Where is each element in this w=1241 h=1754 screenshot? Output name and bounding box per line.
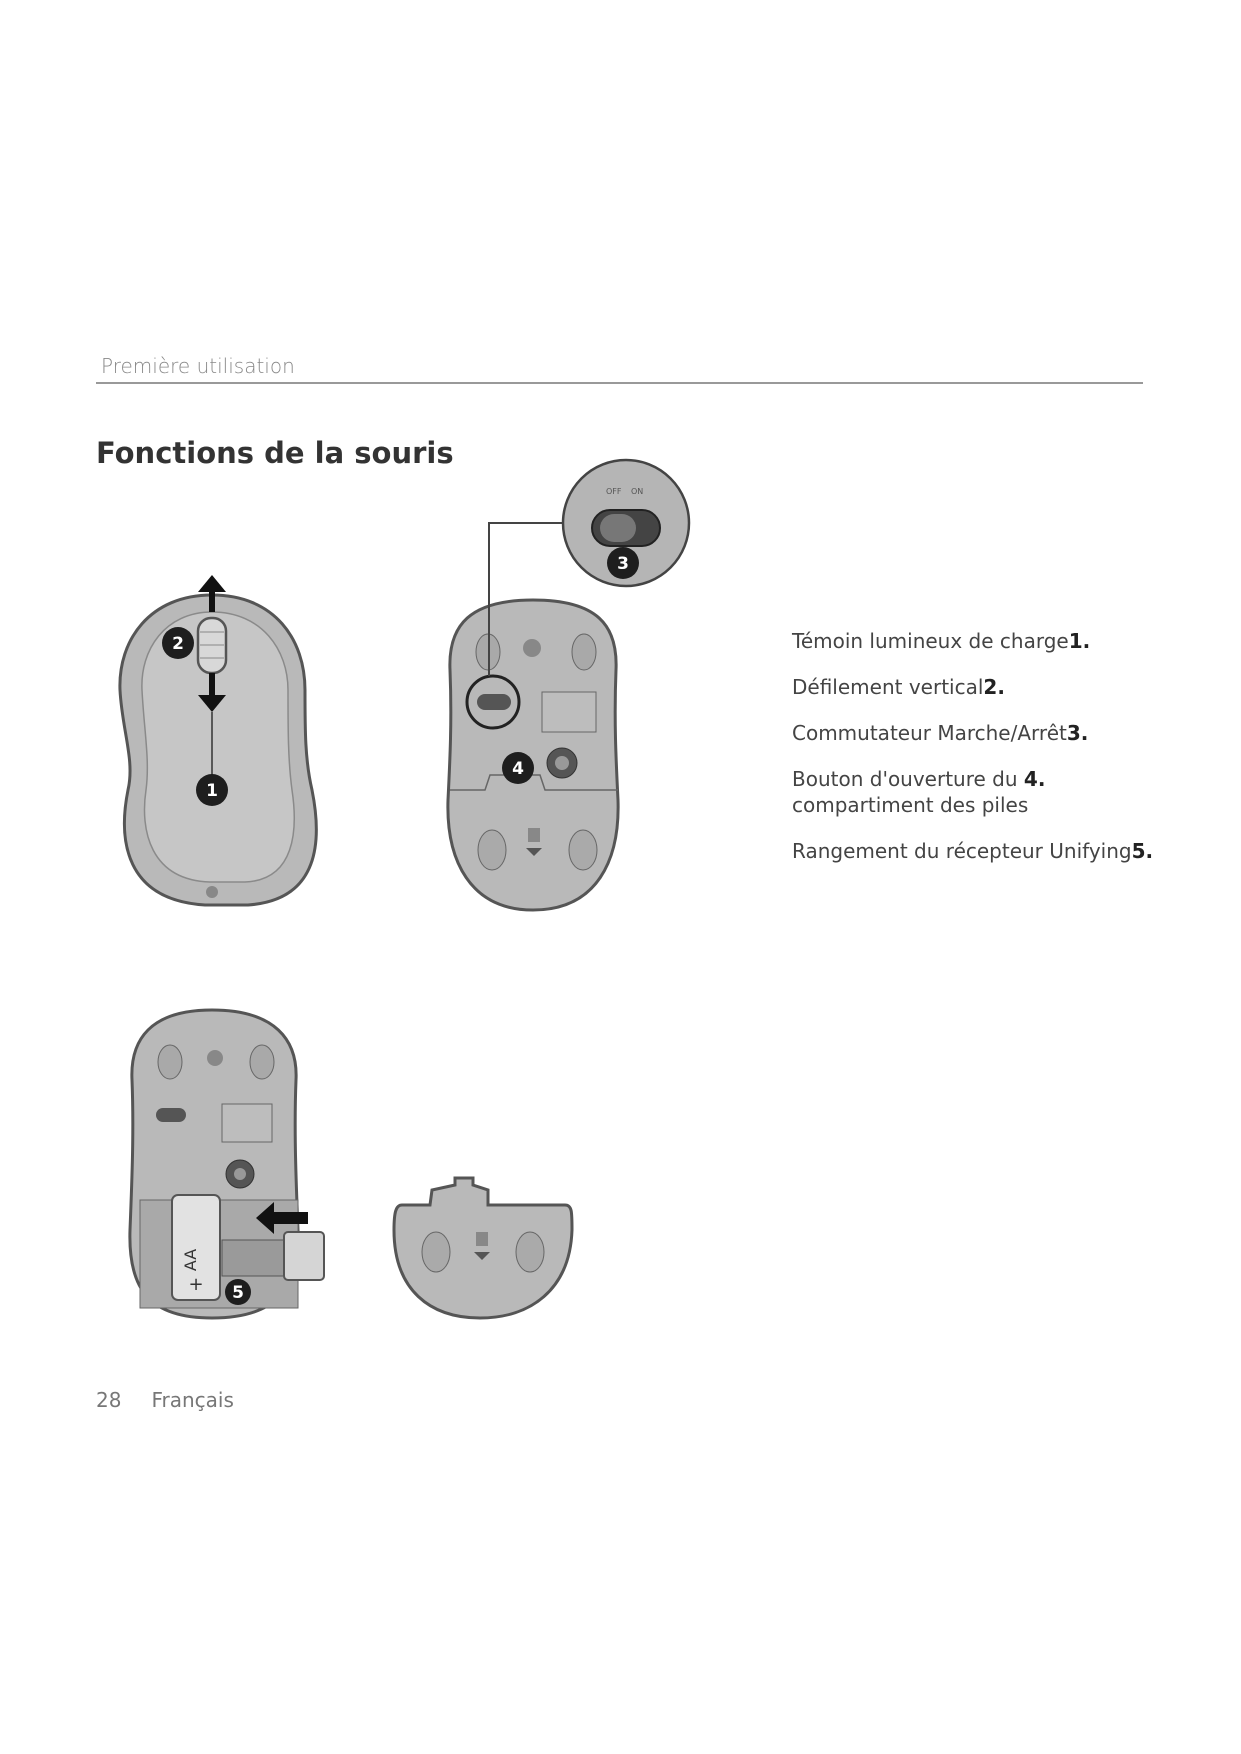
- callout-5: [225, 1279, 251, 1305]
- mouse-bottom-view: [448, 460, 689, 910]
- battery-cover: [394, 1178, 572, 1318]
- legend-item-3: Commutateur Marche/Arrêt3.: [792, 721, 1089, 745]
- callout-4: [502, 752, 534, 784]
- page-footer: [96, 1388, 234, 1412]
- legend-item-4: Bouton d'ouverture du 4. compartiment des piles: [792, 767, 1046, 817]
- svg-text:5: 5: [232, 1283, 244, 1303]
- switch-on-label: ON: [631, 487, 644, 496]
- callout-1: [196, 774, 228, 806]
- svg-text:2: 2: [172, 634, 184, 654]
- section-header: Première utilisation: [101, 354, 295, 378]
- battery-label: AA: [181, 1248, 200, 1272]
- legend-item-2: Défilement vertical2.: [792, 675, 1005, 699]
- switch-off-label: OFF: [606, 487, 622, 496]
- footer-language: Français: [151, 1388, 234, 1412]
- battery-plus-sign: +: [188, 1274, 204, 1295]
- page-number: 28: [96, 1388, 122, 1412]
- page-title: Fonctions de la souris: [96, 436, 454, 470]
- callout-3: [607, 547, 639, 579]
- callout-2: [162, 627, 194, 659]
- svg-text:3: 3: [617, 554, 629, 574]
- mouse-open-compartment: [130, 1010, 324, 1318]
- legend-item-1: Témoin lumineux de charge1.: [792, 629, 1091, 653]
- svg-text:1: 1: [206, 781, 218, 801]
- svg-text:4: 4: [512, 759, 524, 779]
- feature-legend: [792, 628, 1212, 884]
- legend-item-5: Rangement du récepteur Unifying5.: [792, 839, 1154, 863]
- mouse-top-view: [120, 575, 316, 905]
